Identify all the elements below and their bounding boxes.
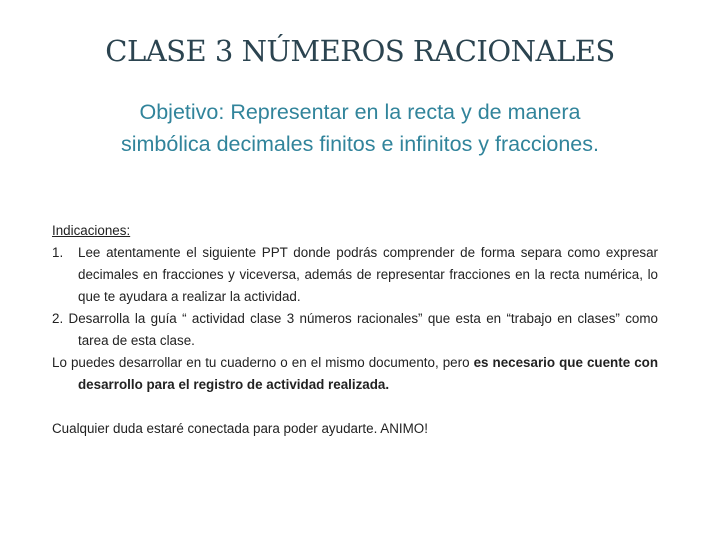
instruction-item-2 [52, 308, 658, 352]
instruction-note [52, 352, 658, 396]
note-bold-text: es necesario que cuente con desarrollo para el registro de actividad realizada. [78, 355, 658, 392]
objective-line-2: simbólica decimales finitos e infinitos y fracciones. [121, 132, 599, 156]
instruction-item-1 [52, 242, 658, 308]
item-1-text: Lee atentamente el siguiente PPT donde podrás comprender de forma separa como expresar decimales en fracciones y viceversa, además de representar fracciones en la recta numérica, lo que te ayudara a realizar la actividad. [78, 245, 658, 304]
objective-line-1: Objetivo: Representar en la recta y de manera [139, 100, 581, 124]
note-text: Lo puedes desarrollar en tu cuaderno o en el mismo documento, pero [52, 355, 474, 370]
instructions-block [52, 220, 658, 440]
objective-text [60, 96, 660, 160]
item-2-text: Desarrolla la guía “ actividad clase 3 números racionales” que esta en “trabajo en clases” como tarea de esta clase. [68, 311, 658, 348]
indications-label [52, 220, 658, 242]
item-2-number: 2. [52, 311, 64, 326]
item-1-number: 1. [52, 245, 64, 260]
closing-text: Cualquier duda estaré conectada para poder ayudarte. ANIMO! [52, 421, 428, 436]
slide-title: CLASE 3 NÚMEROS RACIONALES [105, 34, 615, 68]
indications-heading: Indicaciones: [52, 223, 131, 238]
